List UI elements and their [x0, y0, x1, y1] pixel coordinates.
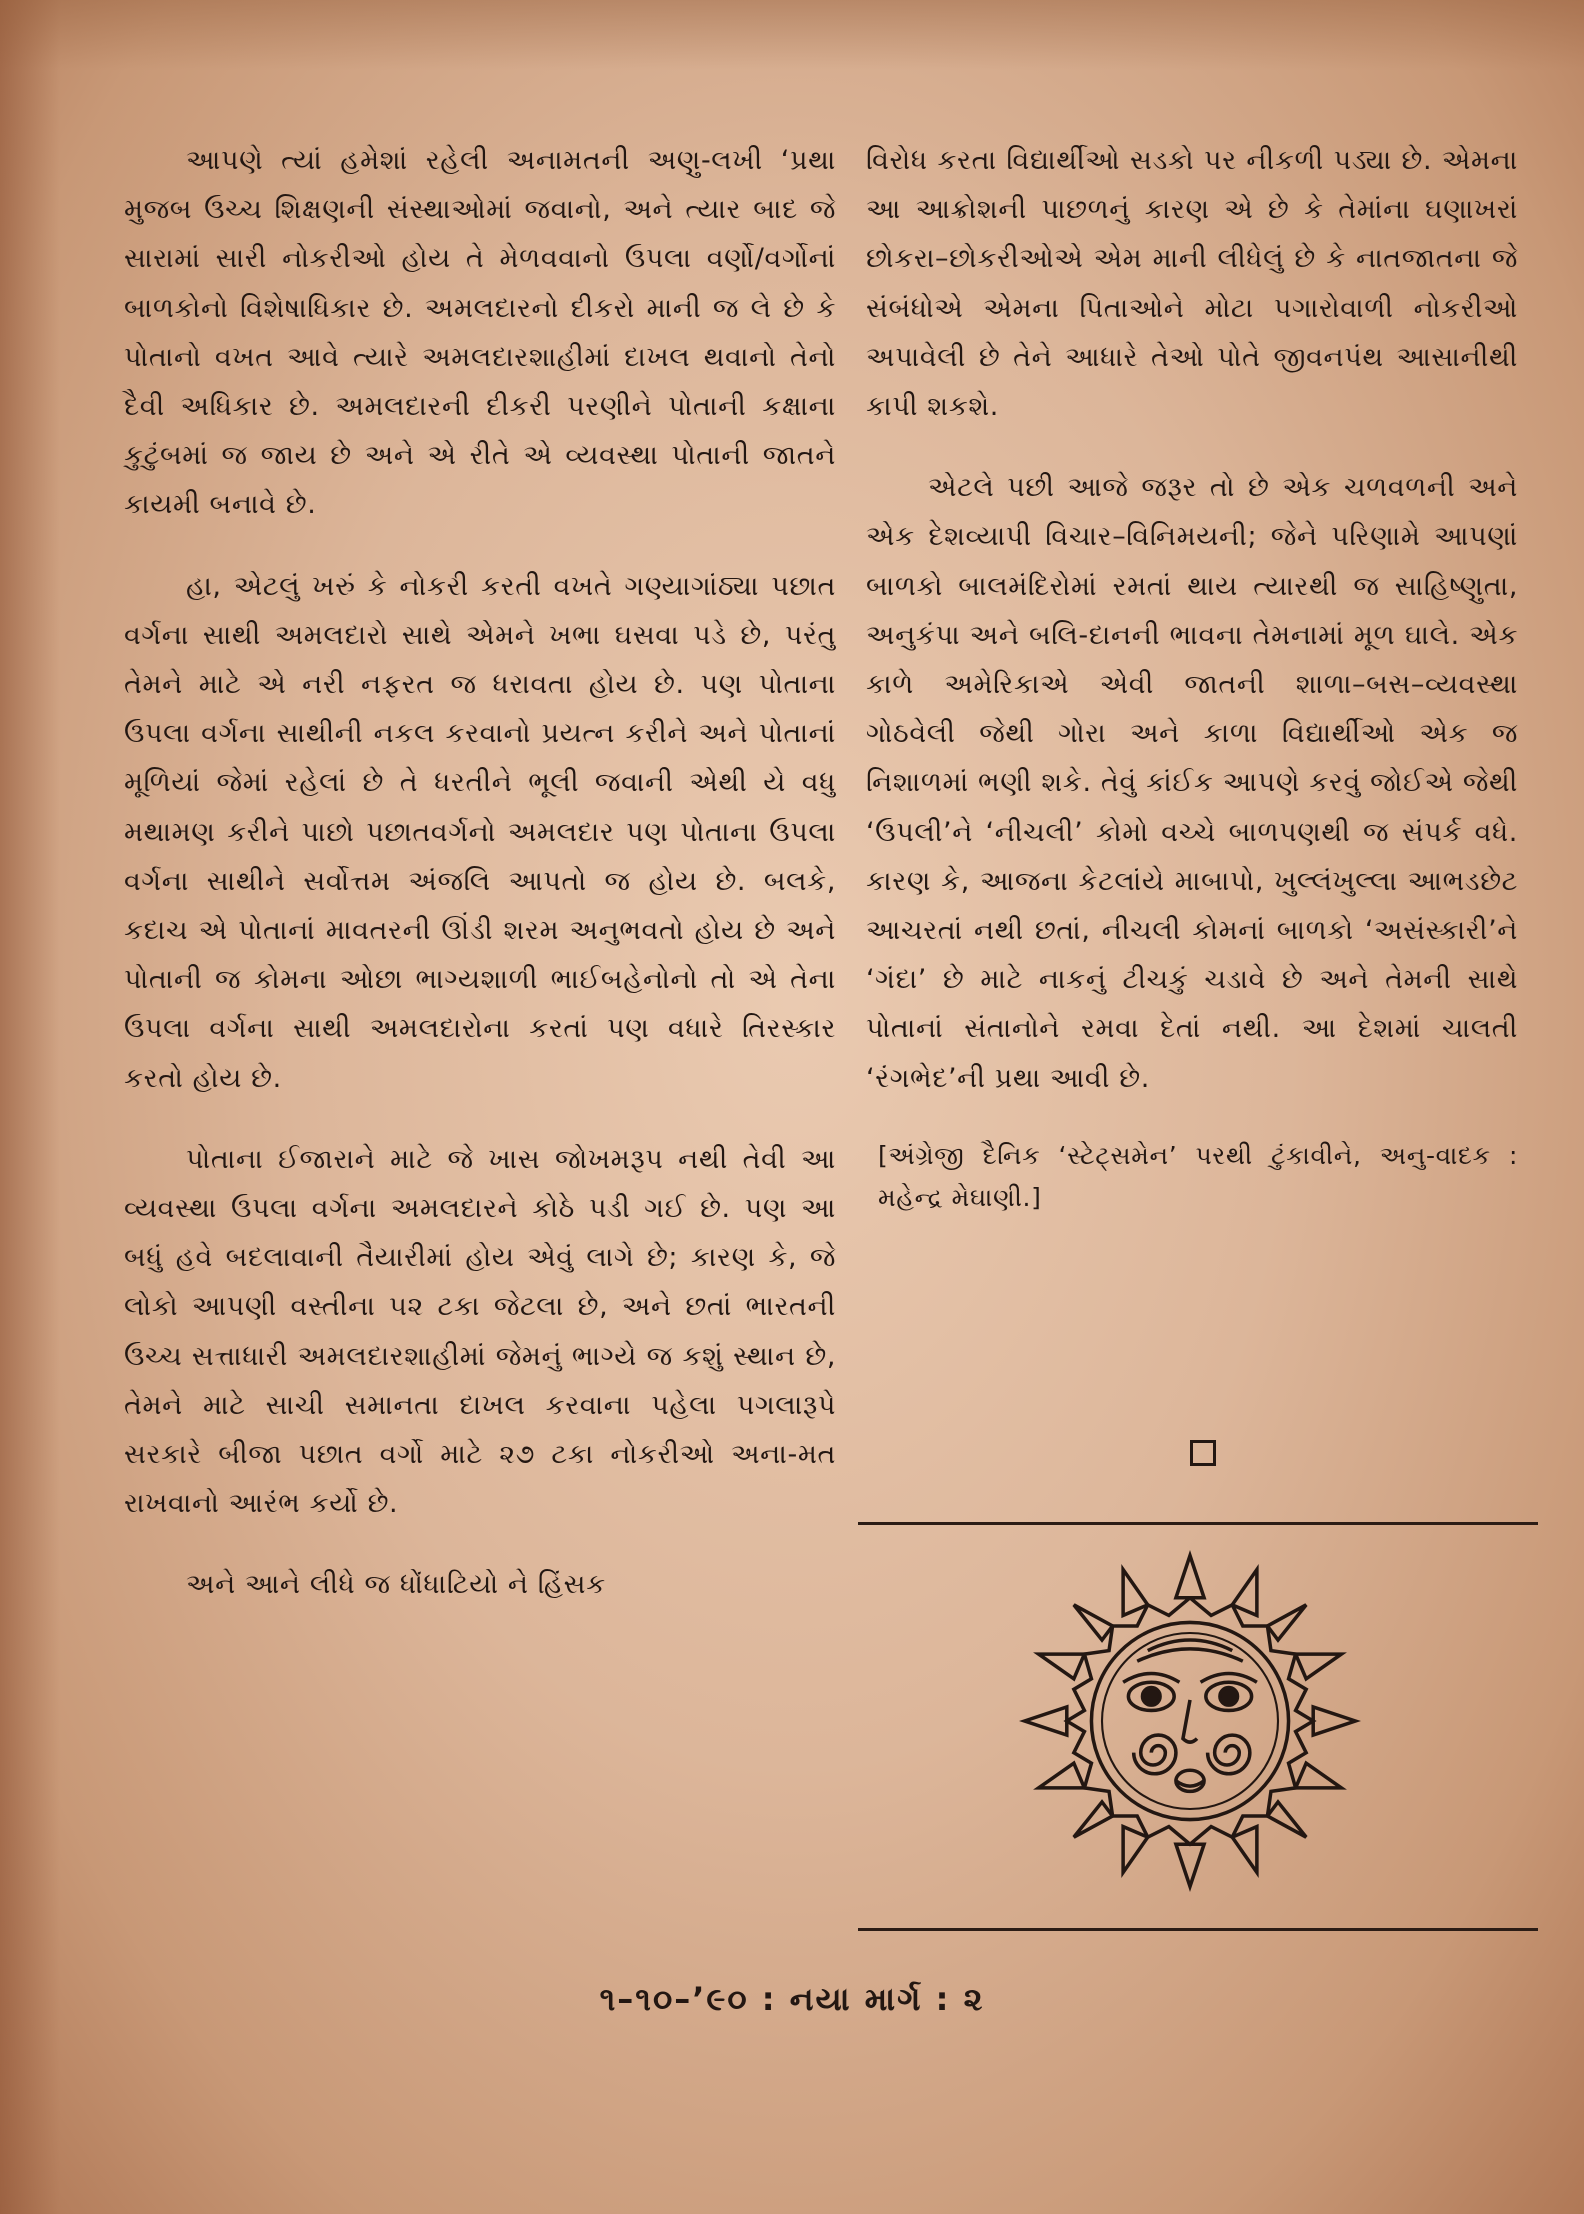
article-paragraph: આપણે ત્યાં હમેશાં રહેલી અનામતની અણુ-લખી ‘પ્રથા મુજબ ઉચ્ચ શિક્ષણની સંસ્થાઓમાં જવાનો, અને ત્યાર બાદ જે સારામાં સારી નોકરીઓ હોય તે મેળવવાનો ઉપલા વર્ણો/વર્ગોનાં બાળકોનો વિશેષાધિકાર છે. અમલદારનો દીકરો માની જ લે છે કે પોતાનો વખત આવે ત્યારે અમલદારશાહીમાં દાખલ થવાનો તેનો દૈવી અધિકાર છે. અમલદારની દીકરી પરણીને પોતાની કક્ષાના કુટુંબમાં જ જાય છે અને એ રીતે એ વ્યવસ્થા પોતાની જાતને કાયમી બનાવે છે.	[124, 145, 836, 521]
source-note: [અંગ્રેજી દૈનિક ‘સ્ટેટ્સમેન’ પરથી ટુંકાવીને, અનુ-વાદક : મહેન્દ્ર મેઘાણી.]	[878, 1140, 1518, 1212]
divider	[858, 1522, 1538, 1525]
article-paragraph: વિરોધ કરતા વિદ્યાર્થીઓ સડકો પર નીકળી પડ્યા છે. એમના આ આક્રોશની પાછળનું કારણ એ છે કે તેમાંના ઘણાખરાં છોકરા–છોકરીઓએ એમ માની લીધેલું છે કે નાતજાતના જે સંબંધોએ એમના પિતાઓને મોટા પગારોવાળી નોકરીઓ અપાવેલી છે તેને આધારે તેઓ પોતે જીવનપંથ આસાનીથી કાપી શકશે.	[866, 145, 1518, 423]
end-mark-icon	[1190, 1440, 1216, 1466]
page-footer: ૧–૧૦–’૯૦ : નયા માર્ગ : ૨	[599, 1980, 985, 2018]
left-column	[124, 136, 836, 1610]
article-paragraph: પોતાના ઈજારાને માટે જે ખાસ જોખમરૂપ નથી તેવી આ વ્યવસ્થા ઉપલા વર્ગના અમલદારને કોઠે પડી ગઈ છે. પણ આ બધું હવે બદલાવાની તૈયારીમાં હોય એવું લાગે છે; કારણ કે, જે લોકો આપણી વસ્તીના ૫૨ ટકા જેટલા છે, અને છતાં ભારતની ઉચ્ચ સત્તાધારી અમલદારશાહીમાં જેમનું ભાગ્યે જ કશું સ્થાન છે, તેમને માટે સાચી સમાનતા દાખલ કરવાના પહેલા પગલારૂપે સરકારે બીજા પછાત વર્ગો માટે ૨૭ ટકા નોકરીઓ અના-મત રાખવાનો આરંભ કર્યો છે.	[124, 1143, 836, 1520]
divider	[858, 1928, 1538, 1931]
article-paragraph: અને આને લીધે જ ધોંધાટિયો ને હિંસક	[186, 1569, 606, 1601]
article-paragraph: હા, એટલું ખરું કે નોકરી કરતી વખતે ગણ્યાગાંઠ્યા પછાત વર્ગના સાથી અમલદારો સાથે એમને ખભા ઘસવા પડે છે, પરંતુ તેમને માટે એ નરી નફરત જ ધરાવતા હોય છે. પણ પોતાના ઉપલા વર્ગના સાથીની નકલ કરવાનો પ્રયત્ન કરીને અને પોતાનાં મૂળિયાં જેમાં રહેલાં છે તે ધરતીને ભૂલી જવાની એથી યે વધુ મથામણ કરીને પાછો પછાતવર્ગનો અમલદાર પણ પોતાના ઉપલા વર્ગના સાથીને સર્વોત્તમ અંજલિ આપતો જ હોય છે. બલકે, કદાચ એ પોતાનાં માવતરની ઊંડી શરમ અનુભવતો હોય છે અને પોતાની જ કોમના ઓછા ભાગ્યશાળી ભાઈબહેનોનો તો એ તેના ઉપલા વર્ગના સાથી અમલદારોના કરતાં પણ વધારે તિરસ્કાર કરતો હોય છે.	[124, 570, 836, 1094]
right-column	[866, 136, 1518, 1251]
sun-face-icon	[1014, 1545, 1366, 1897]
article-paragraph: એટલે પછી આજે જરૂર તો છે એક ચળવળની અને એક દેશવ્યાપી વિચાર–વિનિમયની; જેને પરિણામે આપણાં બાળકો બાલમંદિરોમાં રમતાં થાય ત્યારથી જ સાહિષ્ણુતા, અનુકંપા અને બલિ-દાનની ભાવના તેમનામાં મૂળ ઘાલે. એક કાળે અમેરિકાએ એવી જાતની શાળા–બસ–વ્યવસ્થા ગોઠવેલી જેથી ગોરા અને કાળા વિદ્યાર્થીઓ એક જ નિશાળમાં ભણી શકે. તેવું કાંઈક આપણે કરવું જોઈએ જેથી ‘ઉપલી’ને ‘નીચલી’ કોમો વચ્ચે બાળપણથી જ સંપર્ક વધે. કારણ કે, આજના કેટલાંયે માબાપો, ખુલ્લંખુલ્લા આભડછેટ આચરતાં નથી છતાં, નીચલી કોમનાં બાળકો ‘અસંસ્કારી’ને ‘ગંદા’ છે માટે નાકનું ટીચકું ચડાવે છે અને તેમની સાથે પોતાનાં સંતાનોને રમવા દેતાં નથી. આ દેશમાં ચાલતી ‘રંગભેદ’ની પ્રથા આવી છે.	[866, 472, 1518, 1094]
